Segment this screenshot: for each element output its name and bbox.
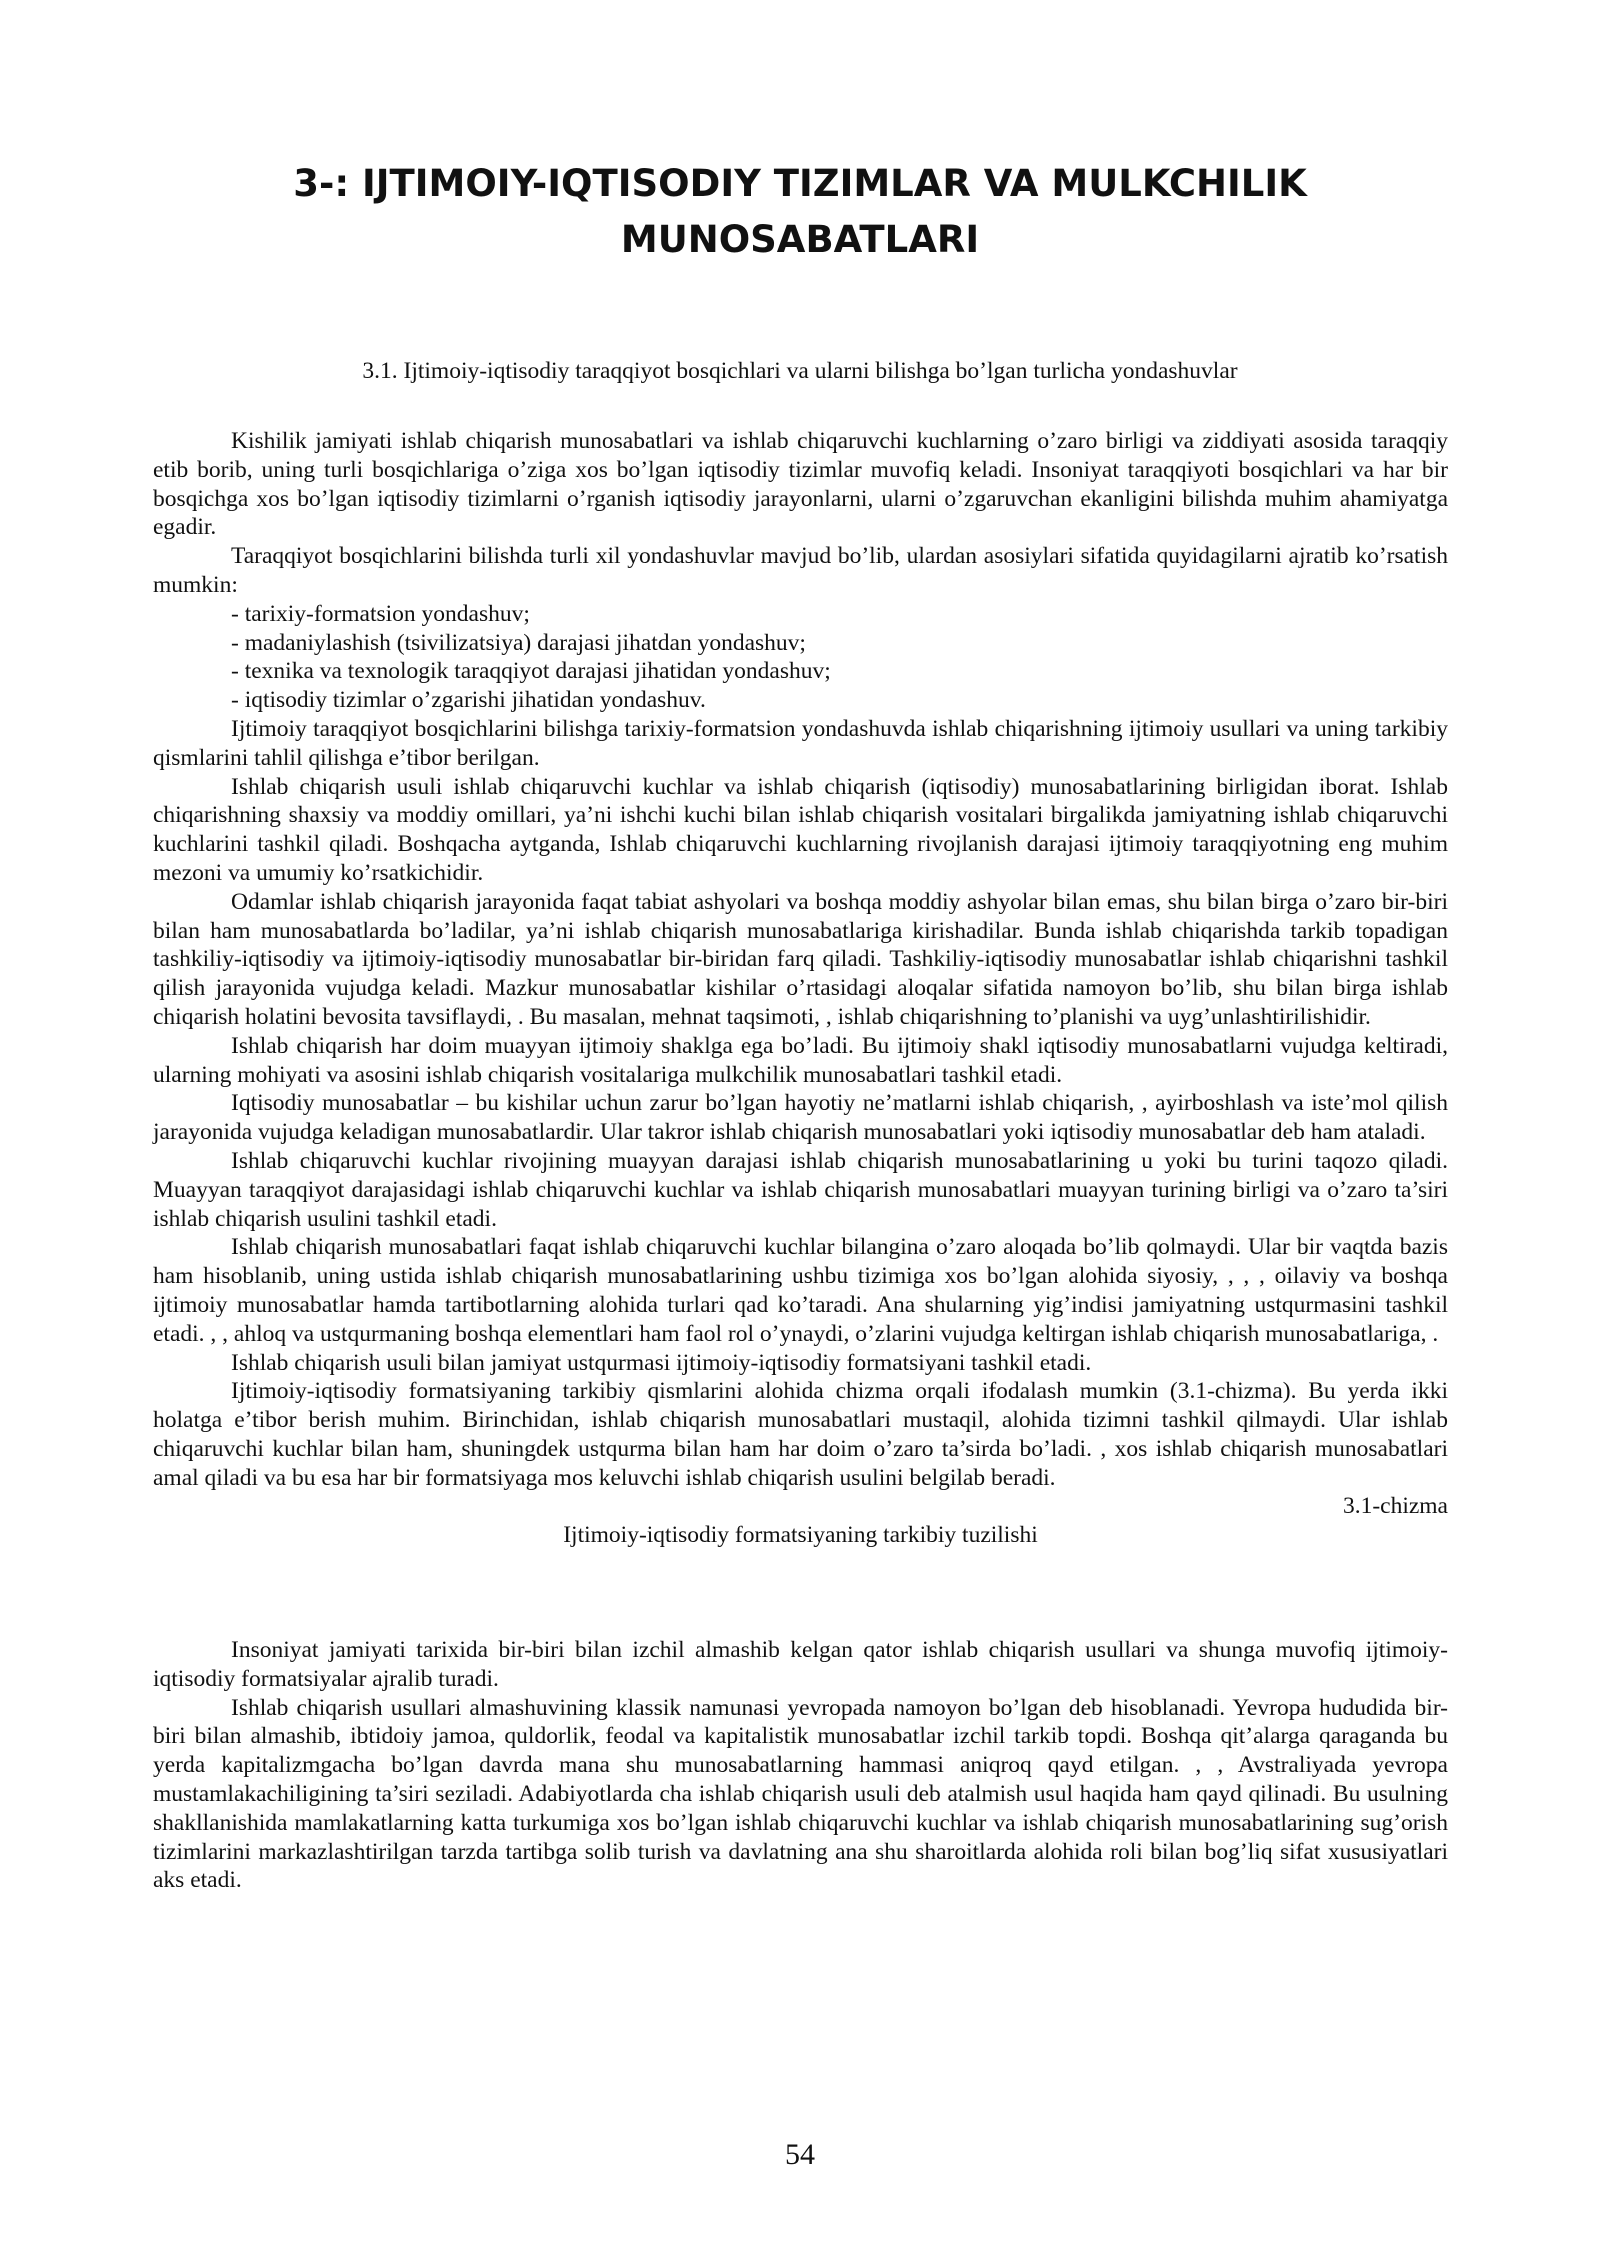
figure-placeholder bbox=[153, 1550, 1448, 1636]
list-item: - texnika va texnologik taraqqiyot darajasi jihatidan yondashuv; bbox=[231, 658, 831, 685]
paragraph: Ishlab chiqarish usullari almashuvining klassik namunasi yevropada namoyon bo’lgan deb hisoblanadi. Yevropa hududida bir-biri bilan almashib, ibtidoiy jamoa, quldorlik, feodal va kapitalistik munosabatlar izchil tarkib topdi. Boshqa qit’alarga qaraganda bu yerda kapitalizmgacha bo’lgan davrda mana shu munosabatlarning hammasi aniqroq qayd etilgan. , , Avstraliyada yevropa mustamlakachiligining ta’siri seziladi. Adabiyotlarda cha ishlab chiqarish usuli deb atalmish usul haqida ham qayd qilinadi. Bu usulning shakllanishida mamlakatlarning katta turkumiga xos bo’lgan ishlab chiqaruvchi kuchlar va ishlab chiqarish munosabatlarining sug’orish tizimlarini markazlashtirilgan tarzda tartibga solib turish va davlatning ana shu sharoitlarda alohida roli bilan bog’liq sifat xususiyatlari aks etadi. bbox=[153, 1694, 1448, 1894]
paragraph: Iqtisodiy munosabatlar – bu kishilar uchun zarur bo’lgan hayotiy ne’matlarni ishlab chiqarish, , ayirboshlash va iste’mol qilish jarayonida vujudga keladigan munosabatlardir. Ular takror ishlab chiqarish munosabatlari yoki iqtisodiy munosabatlar deb ham ataladi. bbox=[153, 1090, 1448, 1146]
document-body bbox=[153, 427, 1448, 1895]
paragraph: Ishlab chiqarish usuli ishlab chiqaruvchi kuchlar va ishlab chiqarish (iqtisodiy) munosabatlarining birligidan iborat. Ishlab chiqarishning shaxsiy va moddiy omillari, ya’ni ishchi kuchi bilan ishlab chiqarish vositalari birgalikda jamiyatning ishlab chiqaruvchi kuchlarini tashkil qiladi. Boshqacha aytganda, Ishlab chiqaruvchi kuchlarning rivojlanish darajasi ijtimoiy taraqqiyotning eng muhim mezoni va umumiy ko’rsatkichidir. bbox=[153, 773, 1448, 886]
chapter-title-line-1: 3-: IJTIMOIY-IQTISODIY TIZIMLAR VA MULKCHILIK bbox=[293, 162, 1307, 205]
paragraph: Kishilik jamiyati ishlab chiqarish munosabatlari va ishlab chiqaruvchi kuchlarning o’zaro birligi va ziddiyati asosida taraqqiy etib borib, uning turli bosqichlariga o’ziga xos bo’lgan iqtisodiy tizimlar muvofiq keladi. Insoniyat taraqqiyoti bosqichlari va har bir bosqichga xos bo’lgan iqtisodiy tizimlarni o’rganish iqtisodiy jarayonlarni, ularni o’zgaruvchan ekanligini bilishda muhim ahamiyatga egadir. bbox=[153, 428, 1448, 541]
paragraph: Odamlar ishlab chiqarish jarayonida faqat tabiat ashyolari va boshqa moddiy ashyolar bilan emas, shu bilan birga o’zaro bir-biri bilan ham munosabatlarda bo’ladilar, ya’ni ishlab chiqarish munosabatlariga kirishadilar. Bunda ishlab chiqarishda tarkib topadigan tashkiliy-iqtisodiy va ijtimoiy-iqtisodiy munosabatlar bir-biridan farq qiladi. Tashkiliy-iqtisodiy munosabatlar ishlab chiqarishni tashkil qilish jarayonida vujudga keladi. Mazkur munosabatlar kishilar o’rtasidagi aloqalar sifatida namoyon bo’lib, shu bilan birga ishlab chiqarish holatini bevosita tavsiflaydi, . Bu masalan, mehnat taqsimoti, , ishlab chiqarishning to’planishi va uyg’unlashtirilishidir. bbox=[153, 888, 1448, 1030]
figure-number: 3.1-chizma bbox=[1342, 1493, 1448, 1520]
paragraph: Ishlab chiqarish har doim muayyan ijtimoiy shaklga ega bo’ladi. Bu ijtimoiy shakl iqtisodiy munosabatlarni vujudga keltiradi, ularning mohiyati va asosini ishlab chiqarish vositalariga mulkchilik munosabatlari tashkil etadi. bbox=[153, 1032, 1448, 1088]
paragraph: Ijtimoiy taraqqiyot bosqichlarini bilishga tarixiy-formatsion yondashuvda ishlab chiqarishning ijtimoiy usullari va uning tarkibiy qismlarini tahlil qilishga e’tibor berilgan. bbox=[153, 715, 1448, 771]
paragraph: Insoniyat jamiyati tarixida bir-biri bilan izchil almashib kelgan qator ishlab chiqarish usullari va shunga muvofiq ijtimoiy-iqtisodiy formatsiyalar ajralib turadi. bbox=[153, 1637, 1448, 1692]
paragraph: Ishlab chiqarish usuli bilan jamiyat ustqurmasi ijtimoiy-iqtisodiy formatsiyani tashkil etadi. bbox=[231, 1349, 1092, 1376]
chapter-title bbox=[150, 156, 1450, 268]
paragraph: Ishlab chiqarish munosabatlari faqat ishlab chiqaruvchi kuchlar bilangina o’zaro aloqada bo’lib qolmaydi. Ular bir vaqtda bazis ham hisoblanib, uning ustida ishlab chiqarish munosabatlarining ushbu tizimiga xos bo’lgan alohida siyosiy, , , , oilaviy va boshqa ijtimoiy munosabatlar hamda tartibotlarning alohida turlari qad ko’taradi. Ana shularning yig’indisi jamiyatning ustqurmasini tashkil etadi. , , ahloq va ustqurmaning boshqa elementlari ham faol rol o’ynaydi, o’zlarini vujudga keltirgan ishlab chiqarish munosabatlariga, . bbox=[153, 1234, 1448, 1347]
list-item: - tarixiy-formatsion yondashuv; bbox=[231, 600, 530, 627]
page-number: 54 bbox=[785, 2138, 815, 2171]
figure-caption: Ijtimoiy-iqtisodiy formatsiyaning tarkibiy tuzilishi bbox=[563, 1522, 1038, 1549]
paragraph: Ishlab chiqaruvchi kuchlar rivojining muayyan darajasi ishlab chiqarish munosabatlarining u yoki bu turini taqozo qiladi. Muayyan taraqqiyot darajasidagi ishlab chiqaruvchi kuchlar va ishlab chiqarish munosabatlari muayyan turining birligi va o’zaro ta’siri ishlab chiqarish usulini tashkil etadi. bbox=[153, 1147, 1448, 1232]
paragraph: Ijtimoiy-iqtisodiy formatsiyaning tarkibiy qismlarini alohida chizma orqali ifodalash mumkin (3.1-chizma). Bu yerda ikki holatga e’tibor berish muhim. Birinchidan, ishlab chiqarish munosabatlari mustaqil, alohida tizimni tashkil qilmaydi. Ular ishlab chiqaruvchi kuchlar bilan ham, shuningdek ustqurma bilan ham har doim o’zaro ta’sirda bo’ladi. , xos ishlab chiqarish munosabatlari amal qiladi va bu esa har bir formatsiyaga mos keluvchi ishlab chiqarish usulini belgilab beradi. bbox=[153, 1378, 1448, 1491]
paragraph: Taraqqiyot bosqichlarini bilishda turli xil yondashuvlar mavjud bo’lib, ulardan asosiylari sifatida quyidagilarni ajratib ko’rsatish mumkin: bbox=[153, 543, 1448, 598]
chapter-title-line-2: MUNOSABATLARI bbox=[620, 218, 980, 261]
list-item: - madaniylashish (tsivilizatsiya) darajasi jihatdan yondashuv; bbox=[231, 629, 806, 656]
section-heading: 3.1. Ijtimoiy-iqtisodiy taraqqiyot bosqichlari va ularni bilishga bo’lgan turlicha yondashuvlar bbox=[362, 358, 1238, 384]
list-item: - iqtisodiy tizimlar o’zgarishi jihatidan yondashuv. bbox=[231, 687, 706, 714]
